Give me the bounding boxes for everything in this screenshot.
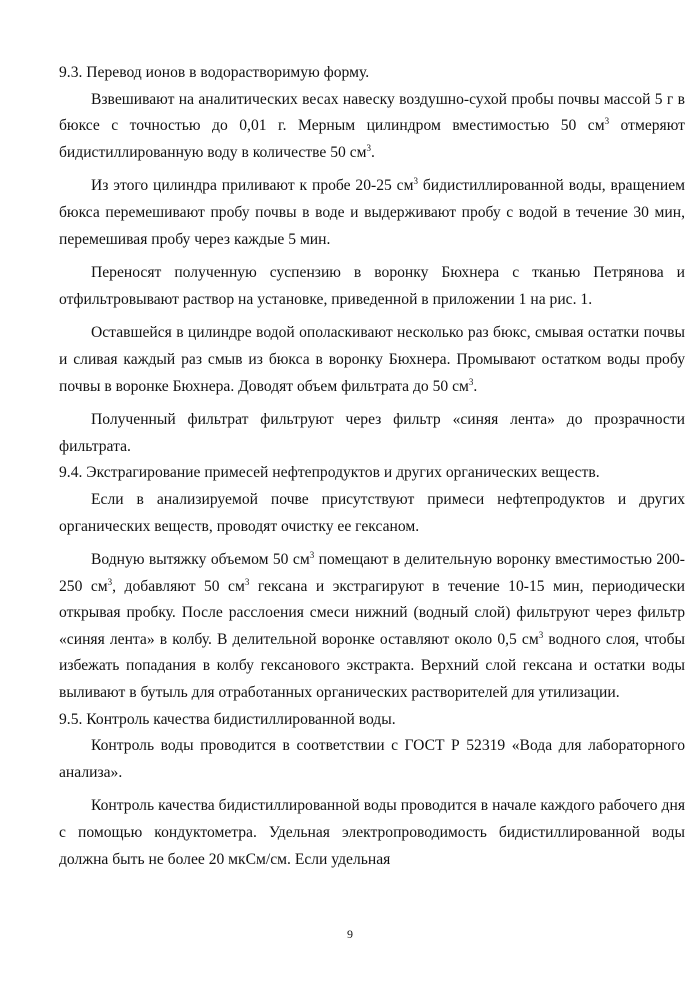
section-heading: 9.4. Экстрагирование примесей нефтепродуктов и других органических веществ. — [59, 464, 600, 482]
section-9-4 — [59, 460, 685, 706]
paragraph: Если в анализируемой почве присутствуют примеси нефтепродуктов и других органических веществ, проводят очистку ее гексаном. — [59, 490, 685, 535]
superscript: 3 — [107, 576, 113, 587]
superscript: 3 — [366, 142, 372, 153]
section-9-5 — [59, 707, 685, 874]
document-body — [59, 60, 685, 873]
superscript: 3 — [413, 176, 418, 187]
superscript: 3 — [604, 116, 610, 126]
paragraph: Взвешивают на аналитических весах навеску воздушно-сухой пробы почвы массой 5 г в бюксе с точностью до 0,01 г. Мерным цилиндром вместимостью 50 $см^3$ отмеряют бидистиллированную воду в количестве 50 $см^3$. — [59, 90, 685, 161]
section-9-3 — [59, 60, 685, 460]
paragraph: Переносят полученную суспензию в воронку Бюхнера с тканью Петрянова и отфильтровывают раствор на установке, приведенной в приложении 1 на рис. 1. — [59, 264, 685, 308]
paragraph: Контроль воды проводится в соответствии с ГОСТ Р 52319 «Вода для лабораторного анализа». — [59, 737, 685, 781]
page-number: 9 — [347, 927, 353, 941]
superscript: 3 — [309, 549, 315, 560]
paragraph: Водную вытяжку объемом 50 $см^3$ помещают в делительную воронку вместимостью 200-250 $см^3$, добавляют 50 $см^3$ гексана и экстрагируют в течение 10-15 мин, периодически открывая пробку. После расслоения смеси нижний (водный слой) фильтруют через фильтр «синяя лента» в колбу. В делительной воронке оставляют около 0,5 $см^3$ водного слоя, чтобы избежать попадания в колбу гексанового экстракта. Верхний слой гексана и остатки воды выливают в бутыль для отработанных органических растворителей для утилизации. — [59, 549, 686, 702]
superscript: 3 — [468, 376, 474, 387]
paragraph: Оставшейся в цилиндре водой ополаскивают несколько раз бюкс, смывая остатки почвы и сливая каждый раз смыв из бюкса в воронку Бюхнера. Промывают остатком воды пробу почвы в воронке Бюхнера. Доводят объем фильтрата до 50 $см^3$. — [59, 324, 685, 395]
superscript: 3 — [538, 629, 544, 640]
section-heading: 9.5. Контроль качества бидистиллированной воды. — [59, 710, 396, 728]
paragraph: Из этого цилиндра приливают к пробе 20-25 $см^3$ бидистиллированной воды, вращением бюкса перемешивают пробу почвы в воде и выдерживают пробу с водой в течение 30 мин, перемешивая пробу через каждые 5 мин. — [59, 176, 685, 248]
paragraph: Контроль качества бидистиллированной воды проводится в начале каждого рабочего дня с помощью кондуктометра. Удельная электропроводимость бидистиллированной воды должна быть не более 20 мкСм/см. Если удельная — [59, 797, 685, 868]
superscript: 3 — [244, 576, 250, 587]
section-heading: 9.3. Перевод ионов в водорастворимую форму. — [59, 64, 370, 81]
paragraph: Полученный фильтрат фильтруют через фильтр «синяя лента» до прозрачности фильтрата. — [59, 411, 685, 455]
